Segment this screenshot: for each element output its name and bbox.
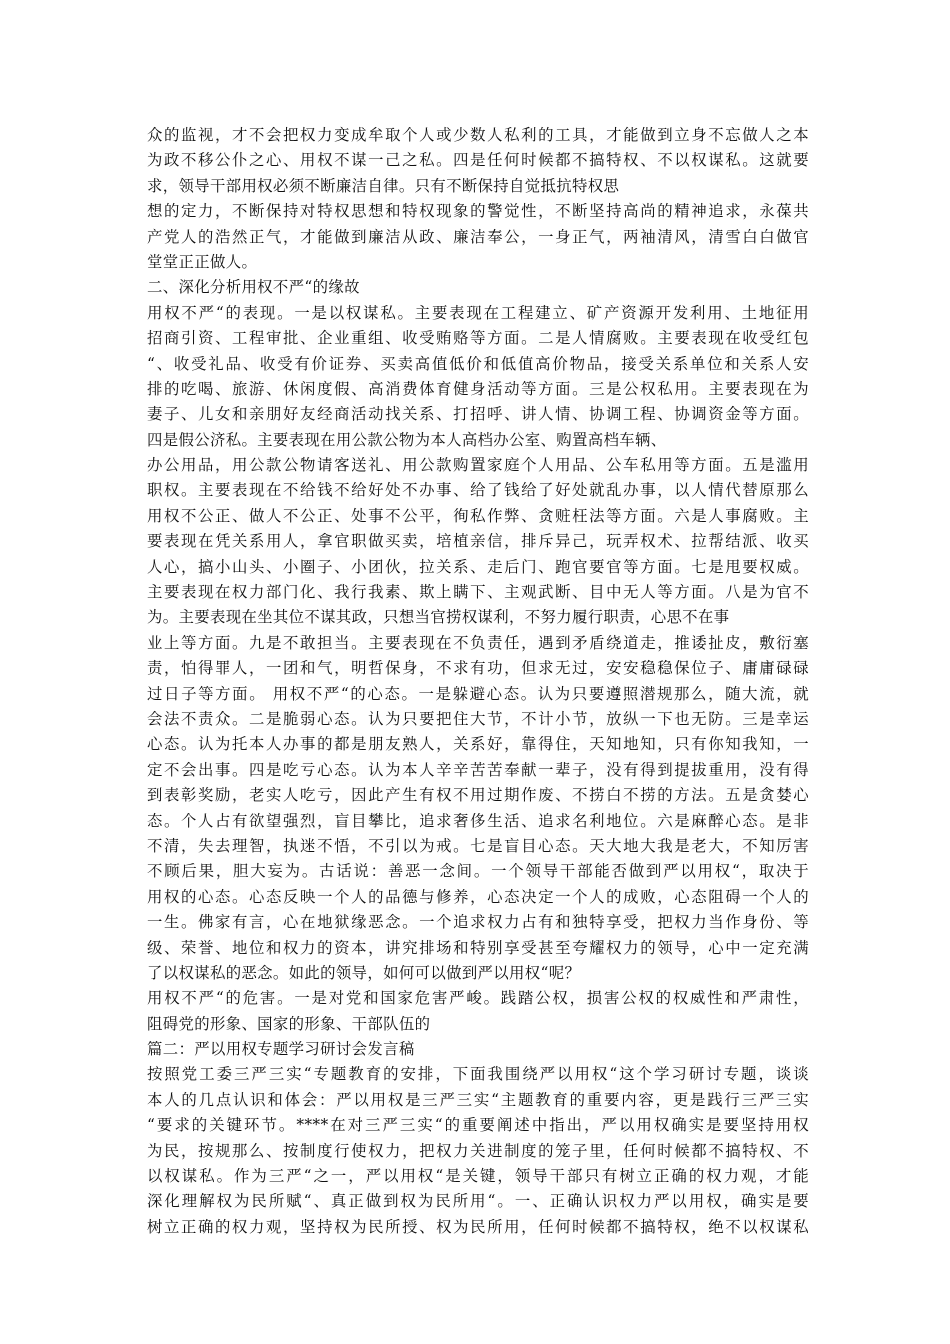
text-line: 心态。认为托本人办事的都是朋友熟人，关系好，靠得住，天知地知，只有你知我知，一 xyxy=(147,735,809,754)
text-line: 为民，按规那么、按制度行使权力，把权力关进制度的笼子里，任何时候都不搞特权、不 xyxy=(147,1141,809,1160)
text-line: 主要表现在权力部门化、我行我素、欺上瞒下、主观武断、目中无人等方面。八是为官不 xyxy=(147,583,809,602)
text-line: 排的吃喝、旅游、休闲度假、高消费体育健身活动等方面。三是公权私用。主要表现在为 xyxy=(147,379,809,398)
text-line: 会法不责众。二是脆弱心态。认为只要把住大节，不计小节，放纵一下也无防。三是幸运 xyxy=(147,709,809,728)
text-line: 用权的心态。心态反映一个人的品德与修养，心态决定一个人的成败，心态阻碍一个人的 xyxy=(147,887,809,906)
text-line: “、收受礼品、收受有价证券、买卖高值低价和低值高价物品，接受关系单位和关系人安 xyxy=(147,354,809,373)
text-line: 不清，失去理智，执迷不悟，不引以为戒。七是盲目心态。天大地大我是老大，不知厉害 xyxy=(147,836,809,855)
text-line: 为。主要表现在坐其位不谋其政，只想当官捞权谋利，不努力履行职责，心思不在事 xyxy=(147,608,730,627)
text-line: 用权不严“的表现。一是以权谋私。主要表现在工程建立、矿产资源开发利用、土地征用 xyxy=(147,303,809,322)
text-line: 招商引资、工程审批、企业重组、收受贿赂等方面。二是人情腐败。主要表现在收受红包 xyxy=(147,329,809,348)
text-line: 态。个人占有欲望强烈，盲目攀比，追求奢侈生活、追求名利地位。六是麻醉心态。是非 xyxy=(147,811,809,830)
text-line: 用权不严“的危害。一是对党和国家危害严峻。践踏公权，损害公权的权威性和严肃性， xyxy=(147,989,809,1008)
text-line: 妻子、儿女和亲朋好友经商活动找关系、打招呼、讲人情、协调工程、协调资金等方面。 xyxy=(147,405,809,424)
text-line: “要求的关键环节。****在对三严三实“的重要阐述中指出，严以用权确实是要坚持用权 xyxy=(147,1116,809,1135)
text-line: 堂堂正正做人。 xyxy=(147,252,258,271)
text-line: 阻碍党的形象、国家的形象、干部队伍的 xyxy=(147,1014,431,1033)
text-line: 深化理解权为民所赋“、真正做到权为民所用“。一、正确认识权力严以用权，确实是要 xyxy=(147,1192,809,1211)
text-line: 级、荣誉、地位和权力的资本，讲究排场和特别享受甚至夸耀权力的领导，心中一定充满 xyxy=(147,938,809,957)
text-line: 了以权谋私的恶念。如此的领导，如何可以做到严以用权“呢？ xyxy=(147,963,581,982)
text-line: 过日子等方面。 用权不严“的心态。一是躲避心态。认为只要遵照潜规那么，随大流，就 xyxy=(147,684,809,703)
text-line: 不顾后果，胆大妄为。古话说：善恶一念间。一个领导干部能否做到严以用权“，取决于 xyxy=(147,862,809,881)
text-line: 树立正确的权力观，坚持权为民所授、权为民所用，任何时候都不搞特权，绝不以权谋私 xyxy=(147,1217,809,1236)
text-line: 办公用品，用公款公物请客送礼、用公款购置家庭个人用品、公车私用等方面。五是滥用 xyxy=(147,456,809,475)
text-line: 产党人的浩然正气，才能做到廉洁从政、廉洁奉公，一身正气，两袖清风，清雪白白做官 xyxy=(147,227,809,246)
text-line: 四是假公济私。主要表现在用公款公物为本人高档办公室、购置高档车辆、 xyxy=(147,430,667,449)
text-line: 以权谋私。作为三严“之一，严以用权“是关键，领导干部只有树立正确的权力观，才能 xyxy=(147,1167,809,1186)
section-heading: 二、深化分析用权不严“的缘故 xyxy=(147,278,360,297)
document-body xyxy=(147,123,809,1240)
text-line: 人心，搞小山头、小圈子、小团伙，拉关系、走后门、跑官要官等方面。七是甩要权威。 xyxy=(147,557,809,576)
text-line: 责，怕得罪人，一团和气，明哲保身，不求有功，但求无过，安安稳稳保位子、庸庸碌碌 xyxy=(147,659,809,678)
text-line: 按照党工委三严三实“专题教育的安排，下面我围绕严以用权“这个学习研讨专题，谈谈 xyxy=(147,1065,809,1084)
section-heading: 篇二：严以用权专题学习研讨会发言稿 xyxy=(147,1040,415,1059)
text-line: 本人的几点认识和体会：严以用权是三严三实“主题教育的重要内容，更是践行三严三实 xyxy=(147,1090,809,1109)
text-line: 为政不移公仆之心、用权不谋一己之私。四是任何时候都不搞特权、不以权谋私。这就要 xyxy=(147,151,809,170)
text-line: 众的监视，才不会把权力变成牟取个人或少数人私利的工具，才能做到立身不忘做人之本 xyxy=(147,126,809,144)
text-line: 一生。佛家有言，心在地狱缘恶念。一个追求权力占有和独特享受，把权力当作身份、等 xyxy=(147,913,809,932)
text-line: 定不会出事。四是吃亏心态。认为本人辛辛苦苦奉献一辈子，没有得到提拔重用，没有得 xyxy=(147,760,809,779)
text-line: 想的定力，不断保持对特权思想和特权现象的警觉性，不断坚持高尚的精神追求，永葆共 xyxy=(147,202,809,221)
text-line: 用权不公正、做人不公正、处事不公平，徇私作弊、贪赃枉法等方面。六是人事腐败。主 xyxy=(147,506,809,525)
text-line: 业上等方面。九是不敢担当。主要表现在不负责任，遇到矛盾绕道走，推诿扯皮，敷衍塞 xyxy=(147,633,809,652)
text-line: 要表现在凭关系用人，拿官职做买卖，培植亲信，排斥异己，玩弄权术、拉帮结派、收买 xyxy=(147,532,809,551)
text-line: 求，领导干部用权必须不断廉洁自律。只有不断保持自觉抵抗特权思 xyxy=(147,176,620,195)
text-line: 到表彰奖励，老实人吃亏，因此产生有权不用过期作废、不捞白不捞的方法。五是贪婪心 xyxy=(147,786,809,805)
text-line: 职权。主要表现在不给钱不给好处不办事、给了钱给了好处就乱办事，以人情代替原那么 xyxy=(147,481,809,500)
